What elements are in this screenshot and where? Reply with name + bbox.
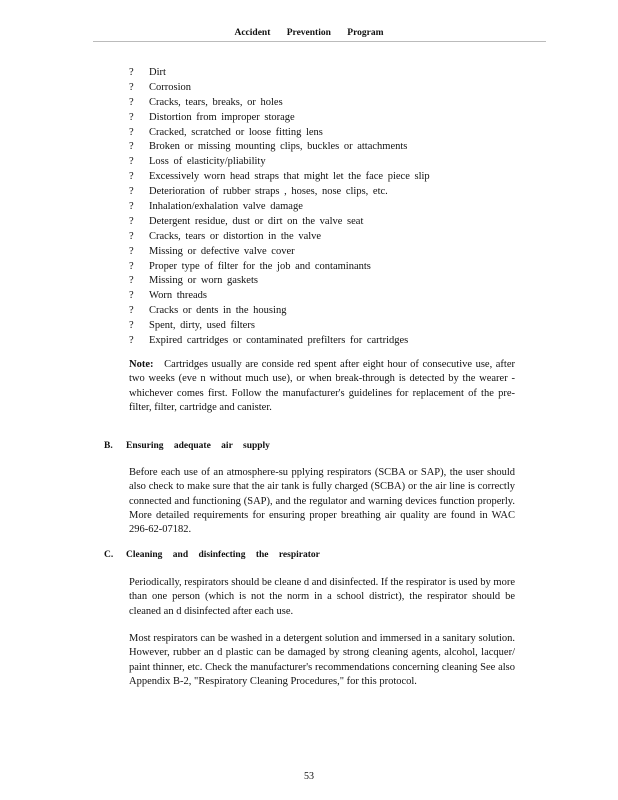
section-c-paragraph-2: Most respirators can be washed in a detergent solution and immersed in a sanitary solution. However, rubber an d plastic can be damaged by strong cleaning agents, alcohol, lacquer/ paint thinner, etc. Check the manufacturer's recommendations concerning cleaning See also Appendix B-2, "Respiratory Cleaning Procedures," for this protocol. xyxy=(129,633,515,687)
section-c-letter: C. xyxy=(104,550,114,560)
checklist-item-text: Excessively worn head straps that might let the face piece slip xyxy=(149,171,430,183)
note-label: Note: xyxy=(129,359,154,370)
section-b-paragraph: Before each use of an atmosphere-su pplying respirators (SCBA or SAP), the user should also check to make sure that the air tank is fully charged (SCBA) or the air line is correctly connected and functioning (SAP), and the regulator and warning devices function properly. More detailed requirements for ensuring proper breathing air quality are found in WAC 296-62-07182. xyxy=(129,467,515,536)
checklist-item xyxy=(129,334,549,349)
checklist-item-text: Cracks or dents in the housing xyxy=(149,305,287,317)
checklist-bullet: ? xyxy=(129,260,134,272)
checklist-bullet: ? xyxy=(129,320,134,332)
checklist-item xyxy=(129,126,549,141)
section-b-title: Ensuring adequate air supply xyxy=(126,441,270,451)
checklist-item xyxy=(129,260,549,275)
page-number: 53 xyxy=(304,771,314,782)
checklist-bullet: ? xyxy=(129,126,134,138)
checklist-item xyxy=(129,66,549,81)
checklist-item-text: Inhalation/exhalation valve damage xyxy=(149,201,303,213)
checklist-bullet: ? xyxy=(129,186,134,198)
checklist-item xyxy=(129,200,549,215)
checklist-bullet: ? xyxy=(129,96,134,108)
checklist-item-text: Corrosion xyxy=(149,81,191,93)
checklist-bullet: ? xyxy=(129,290,134,302)
checklist-bullet: ? xyxy=(129,67,134,78)
checklist-item xyxy=(129,81,549,96)
checklist-item xyxy=(129,230,549,245)
checklist-item-text: Loss of elasticity/pliability xyxy=(149,156,266,168)
checklist-bullet: ? xyxy=(129,275,134,287)
checklist-item-text: Proper type of filter for the job and contaminants xyxy=(149,260,371,272)
checklist-item-text: Cracks, tears, breaks, or holes xyxy=(149,96,283,108)
checklist-item-text: Missing or defective valve cover xyxy=(149,245,295,257)
checklist-item-text: Cracks, tears or distortion in the valve xyxy=(149,230,322,242)
checklist-item-text: Missing or worn gaskets xyxy=(149,275,258,287)
checklist-bullet: ? xyxy=(129,335,134,347)
checklist-item xyxy=(129,274,549,289)
checklist-bullet: ? xyxy=(129,215,134,227)
note-block xyxy=(129,358,515,415)
checklist-item-text: Dirt xyxy=(149,67,166,78)
section-c-paragraph-1: Periodically, respirators should be cleane d and disinfected. If the respirator is used by more than one person (which is not the norm in a school district), the respirator should be cleaned an d disinfected after each use. xyxy=(129,577,515,617)
checklist-item-text: Broken or missing mounting clips, buckles or attachments xyxy=(149,141,408,153)
section-c-title: Cleaning and disinfecting the respirator xyxy=(126,550,320,560)
note-paragraph xyxy=(129,358,515,415)
checklist-item xyxy=(129,170,549,185)
checklist-item xyxy=(129,289,549,304)
checklist-item xyxy=(129,304,549,319)
checklist-item-text: Worn threads xyxy=(149,290,208,302)
section-c-body-1 xyxy=(129,576,515,619)
checklist-item xyxy=(129,245,549,260)
note-text: Cartridges usually are conside red spent after eight hour of consecutive use, after two weeks (eve n without much use), or when break-through is detected by the wearer - whichever comes first. Follow the manufacturer's guidelines for replacement of the pre-filter, filter, cartridge and canister. xyxy=(129,359,516,413)
checklist-bullet: ? xyxy=(129,111,134,123)
section-b-letter: B. xyxy=(104,441,113,451)
checklist-bullet: ? xyxy=(129,81,134,93)
section-b-heading xyxy=(104,441,270,451)
page-header: Accident Prevention Program xyxy=(234,28,384,38)
checklist-item xyxy=(129,155,549,170)
section-c-heading xyxy=(104,550,320,560)
section-b-body xyxy=(129,466,515,537)
checklist-item-text: Expired cartridges or contaminated prefilters for cartridges xyxy=(149,335,409,347)
checklist-item-text: Deterioration of rubber straps , hoses, nose clips, etc. xyxy=(149,186,388,198)
checklist-item-text: Cracked, scratched or loose fitting lens xyxy=(149,126,323,138)
inspection-checklist xyxy=(129,66,549,349)
checklist-bullet: ? xyxy=(129,201,134,213)
checklist-bullet: ? xyxy=(129,245,134,257)
checklist-bullet: ? xyxy=(129,305,134,317)
checklist-item-text: Detergent residue, dust or dirt on the valve seat xyxy=(149,215,364,227)
checklist-item xyxy=(129,140,549,155)
checklist-item xyxy=(129,319,549,334)
checklist-item xyxy=(129,215,549,230)
checklist-item xyxy=(129,185,549,200)
section-c-body-2 xyxy=(129,632,515,689)
checklist-item xyxy=(129,111,549,126)
checklist-bullet: ? xyxy=(129,141,134,153)
checklist-item-text: Distortion from improper storage xyxy=(149,111,295,123)
checklist-bullet: ? xyxy=(129,230,134,242)
checklist-item xyxy=(129,96,549,111)
checklist-item-text: Spent, dirty, used filters xyxy=(149,320,255,332)
checklist-bullet: ? xyxy=(129,171,134,183)
header-rule xyxy=(93,41,546,42)
checklist-bullet: ? xyxy=(129,156,134,168)
